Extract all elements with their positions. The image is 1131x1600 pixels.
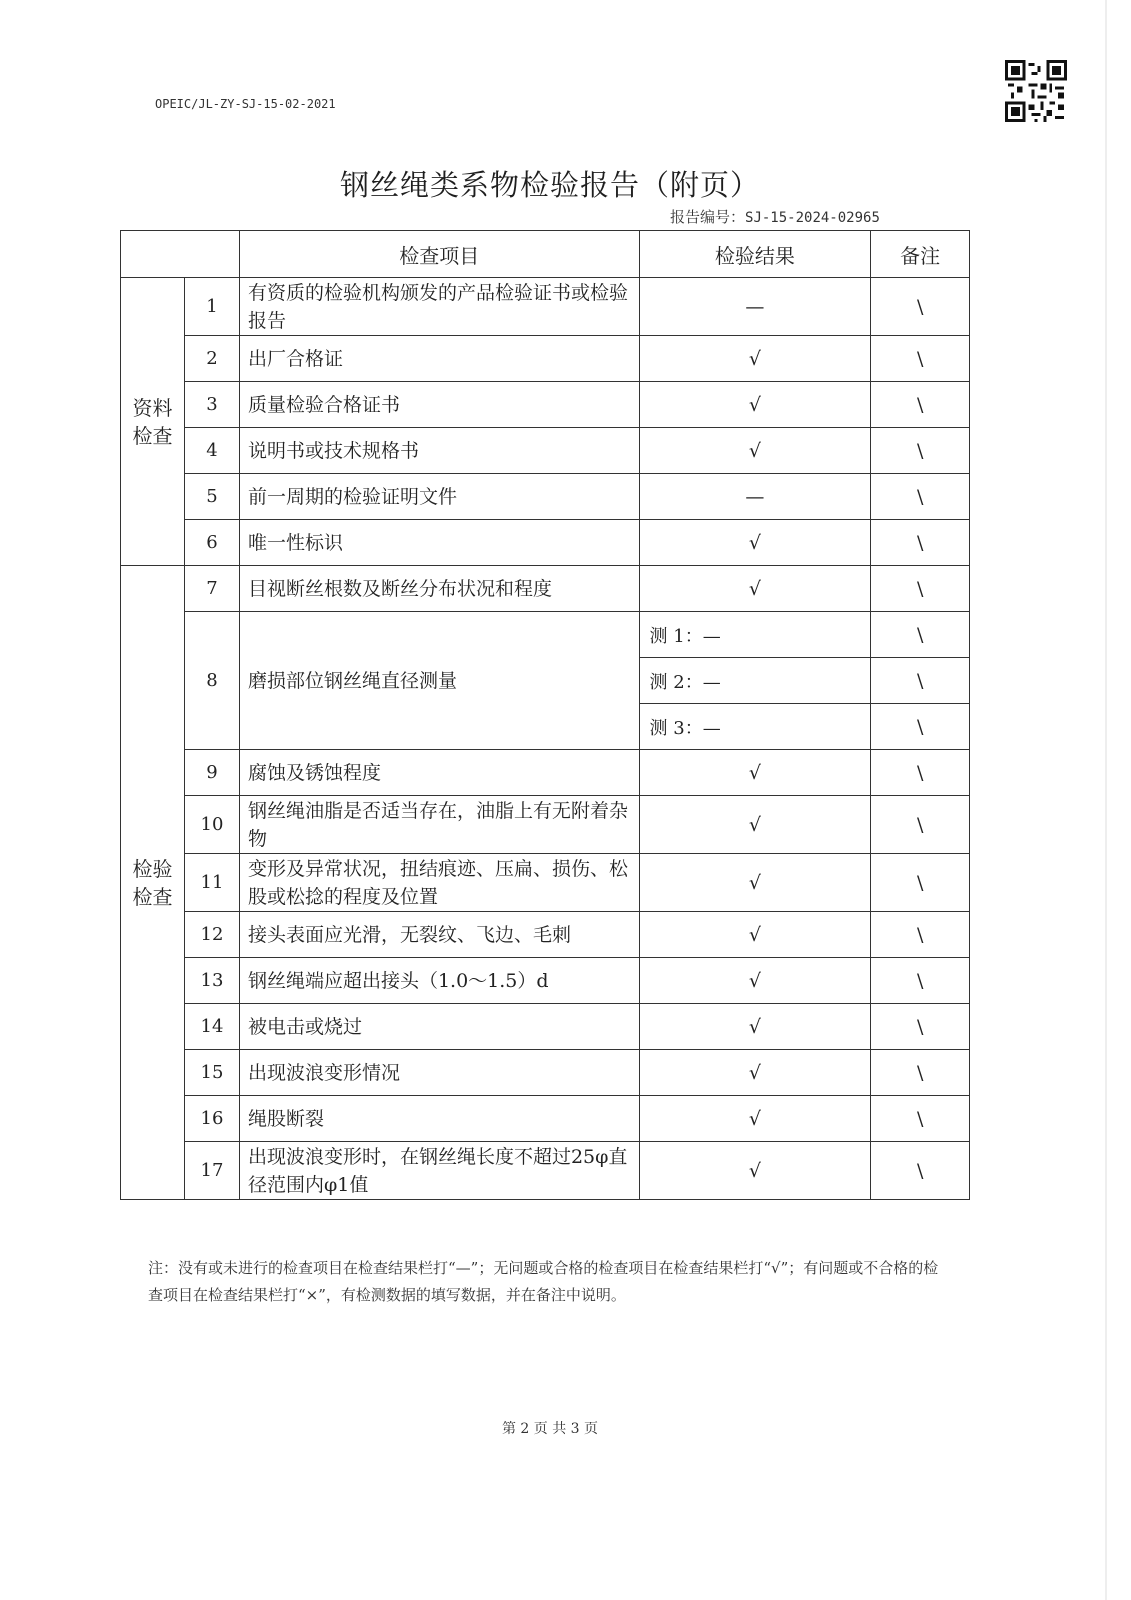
table-row [121, 382, 970, 428]
qr-code-icon [1005, 60, 1067, 122]
table-row [121, 958, 970, 1004]
table-row [121, 612, 970, 658]
header-remark: 备注 [871, 231, 970, 278]
row-number: 9 [185, 750, 240, 796]
row-result: √ [639, 1142, 871, 1200]
row-number: 3 [185, 382, 240, 428]
row-item: 被电击或烧过 [239, 1004, 639, 1050]
row-result: √ [639, 958, 871, 1004]
table-row [121, 854, 970, 912]
row-item: 变形及异常状况，扭结痕迹、压扁、损伤、松股或松捻的程度及位置 [239, 854, 639, 912]
row-item: 磨损部位钢丝绳直径测量 [239, 612, 639, 750]
measurement-3: 测 3：— [639, 704, 871, 750]
row-item: 说明书或技术规格书 [239, 428, 639, 474]
header-blank-cell [121, 231, 240, 278]
row-remark: \ [871, 1050, 970, 1096]
group-label-line2: 检查 [132, 423, 173, 448]
measurement-1: 测 1：— [639, 612, 871, 658]
row-result: √ [639, 428, 871, 474]
report-number-value: SJ-15-2024-02965 [745, 210, 880, 226]
row-item: 唯一性标识 [239, 520, 639, 566]
row-number: 5 [185, 474, 240, 520]
document-code: OPEIC/JL-ZY-SJ-15-02-2021 [155, 97, 336, 111]
group-label-line1: 资料 [132, 395, 173, 420]
table-row [121, 428, 970, 474]
row-number: 17 [185, 1142, 240, 1200]
group-label-line2: 检查 [132, 884, 173, 909]
table-row [121, 750, 970, 796]
group-label-inspection-check [121, 566, 185, 1200]
row-number: 10 [185, 796, 240, 854]
row-remark: \ [871, 382, 970, 428]
row-number: 6 [185, 520, 240, 566]
table-row [121, 474, 970, 520]
row-result: √ [639, 796, 871, 854]
inspection-table [120, 230, 970, 1200]
row-item: 绳股断裂 [239, 1096, 639, 1142]
row-result: √ [639, 912, 871, 958]
table-note: 注：没有或未进行的检查项目在检查结果栏打“—”；无问题或合格的检查项目在检查结果栏打“√”；有问题或不合格的检查项目在检查结果栏打“×”，有检测数据的填写数据，并在备注中说明。 [148, 1259, 939, 1304]
row-number: 8 [185, 612, 240, 750]
row-result: √ [639, 336, 871, 382]
row-result: — [639, 474, 871, 520]
row-item: 质量检验合格证书 [239, 382, 639, 428]
row-number: 14 [185, 1004, 240, 1050]
table-row [121, 336, 970, 382]
row-item: 接头表面应光滑，无裂纹、飞边、毛刺 [239, 912, 639, 958]
row-remark: \ [871, 520, 970, 566]
table-row [121, 278, 970, 336]
measurement-2: 测 2：— [639, 658, 871, 704]
scan-edge-line [1105, 0, 1107, 1600]
row-number: 11 [185, 854, 240, 912]
table-row [121, 1096, 970, 1142]
row-item: 有资质的检验机构颁发的产品检验证书或检验报告 [239, 278, 639, 336]
row-number: 15 [185, 1050, 240, 1096]
table-row [121, 1142, 970, 1200]
report-title: 钢丝绳类系物检验报告（附页） [339, 168, 760, 202]
row-remark: \ [871, 474, 970, 520]
row-result: √ [639, 854, 871, 912]
row-remark: \ [871, 796, 970, 854]
row-remark: \ [871, 278, 970, 336]
table-row [121, 520, 970, 566]
row-item: 出厂合格证 [239, 336, 639, 382]
row-result: — [639, 278, 871, 336]
table-row [121, 1004, 970, 1050]
row-remark: \ [871, 612, 970, 658]
row-result: √ [639, 1050, 871, 1096]
row-number: 16 [185, 1096, 240, 1142]
row-result: √ [639, 750, 871, 796]
header-item: 检查项目 [239, 231, 639, 278]
row-remark: \ [871, 1096, 970, 1142]
report-number [670, 206, 880, 227]
row-remark: \ [871, 704, 970, 750]
row-remark: \ [871, 566, 970, 612]
row-item: 出现波浪变形时，在钢丝绳长度不超过25φ直径范围内φ1值 [239, 1142, 639, 1200]
table-row [121, 566, 970, 612]
row-item: 前一周期的检验证明文件 [239, 474, 639, 520]
row-result: √ [639, 382, 871, 428]
report-number-label: 报告编号： [670, 208, 746, 226]
group-label-document-check [121, 278, 185, 566]
row-number: 12 [185, 912, 240, 958]
row-item: 出现波浪变形情况 [239, 1050, 639, 1096]
row-remark: \ [871, 750, 970, 796]
table-row [121, 1050, 970, 1096]
row-remark: \ [871, 658, 970, 704]
row-remark: \ [871, 958, 970, 1004]
row-remark: \ [871, 912, 970, 958]
row-item: 腐蚀及锈蚀程度 [239, 750, 639, 796]
row-result: √ [639, 1004, 871, 1050]
row-item: 钢丝绳端应超出接头（1.0～1.5）d [239, 958, 639, 1004]
row-result: √ [639, 520, 871, 566]
row-number: 13 [185, 958, 240, 1004]
row-item: 钢丝绳油脂是否适当存在，油脂上有无附着杂物 [239, 796, 639, 854]
table-row [121, 796, 970, 854]
row-remark: \ [871, 1142, 970, 1200]
row-remark: \ [871, 854, 970, 912]
row-result: √ [639, 566, 871, 612]
row-remark: \ [871, 428, 970, 474]
row-remark: \ [871, 1004, 970, 1050]
row-remark: \ [871, 336, 970, 382]
row-number: 7 [185, 566, 240, 612]
page-number: 第 2 页 共 3 页 [501, 1421, 599, 1437]
table-header-row [121, 231, 970, 278]
table-row [121, 912, 970, 958]
header-result: 检验结果 [639, 231, 871, 278]
row-number: 1 [185, 278, 240, 336]
row-result: √ [639, 1096, 871, 1142]
row-number: 2 [185, 336, 240, 382]
row-item: 目视断丝根数及断丝分布状况和程度 [239, 566, 639, 612]
group-label-line1: 检验 [132, 856, 173, 881]
row-number: 4 [185, 428, 240, 474]
